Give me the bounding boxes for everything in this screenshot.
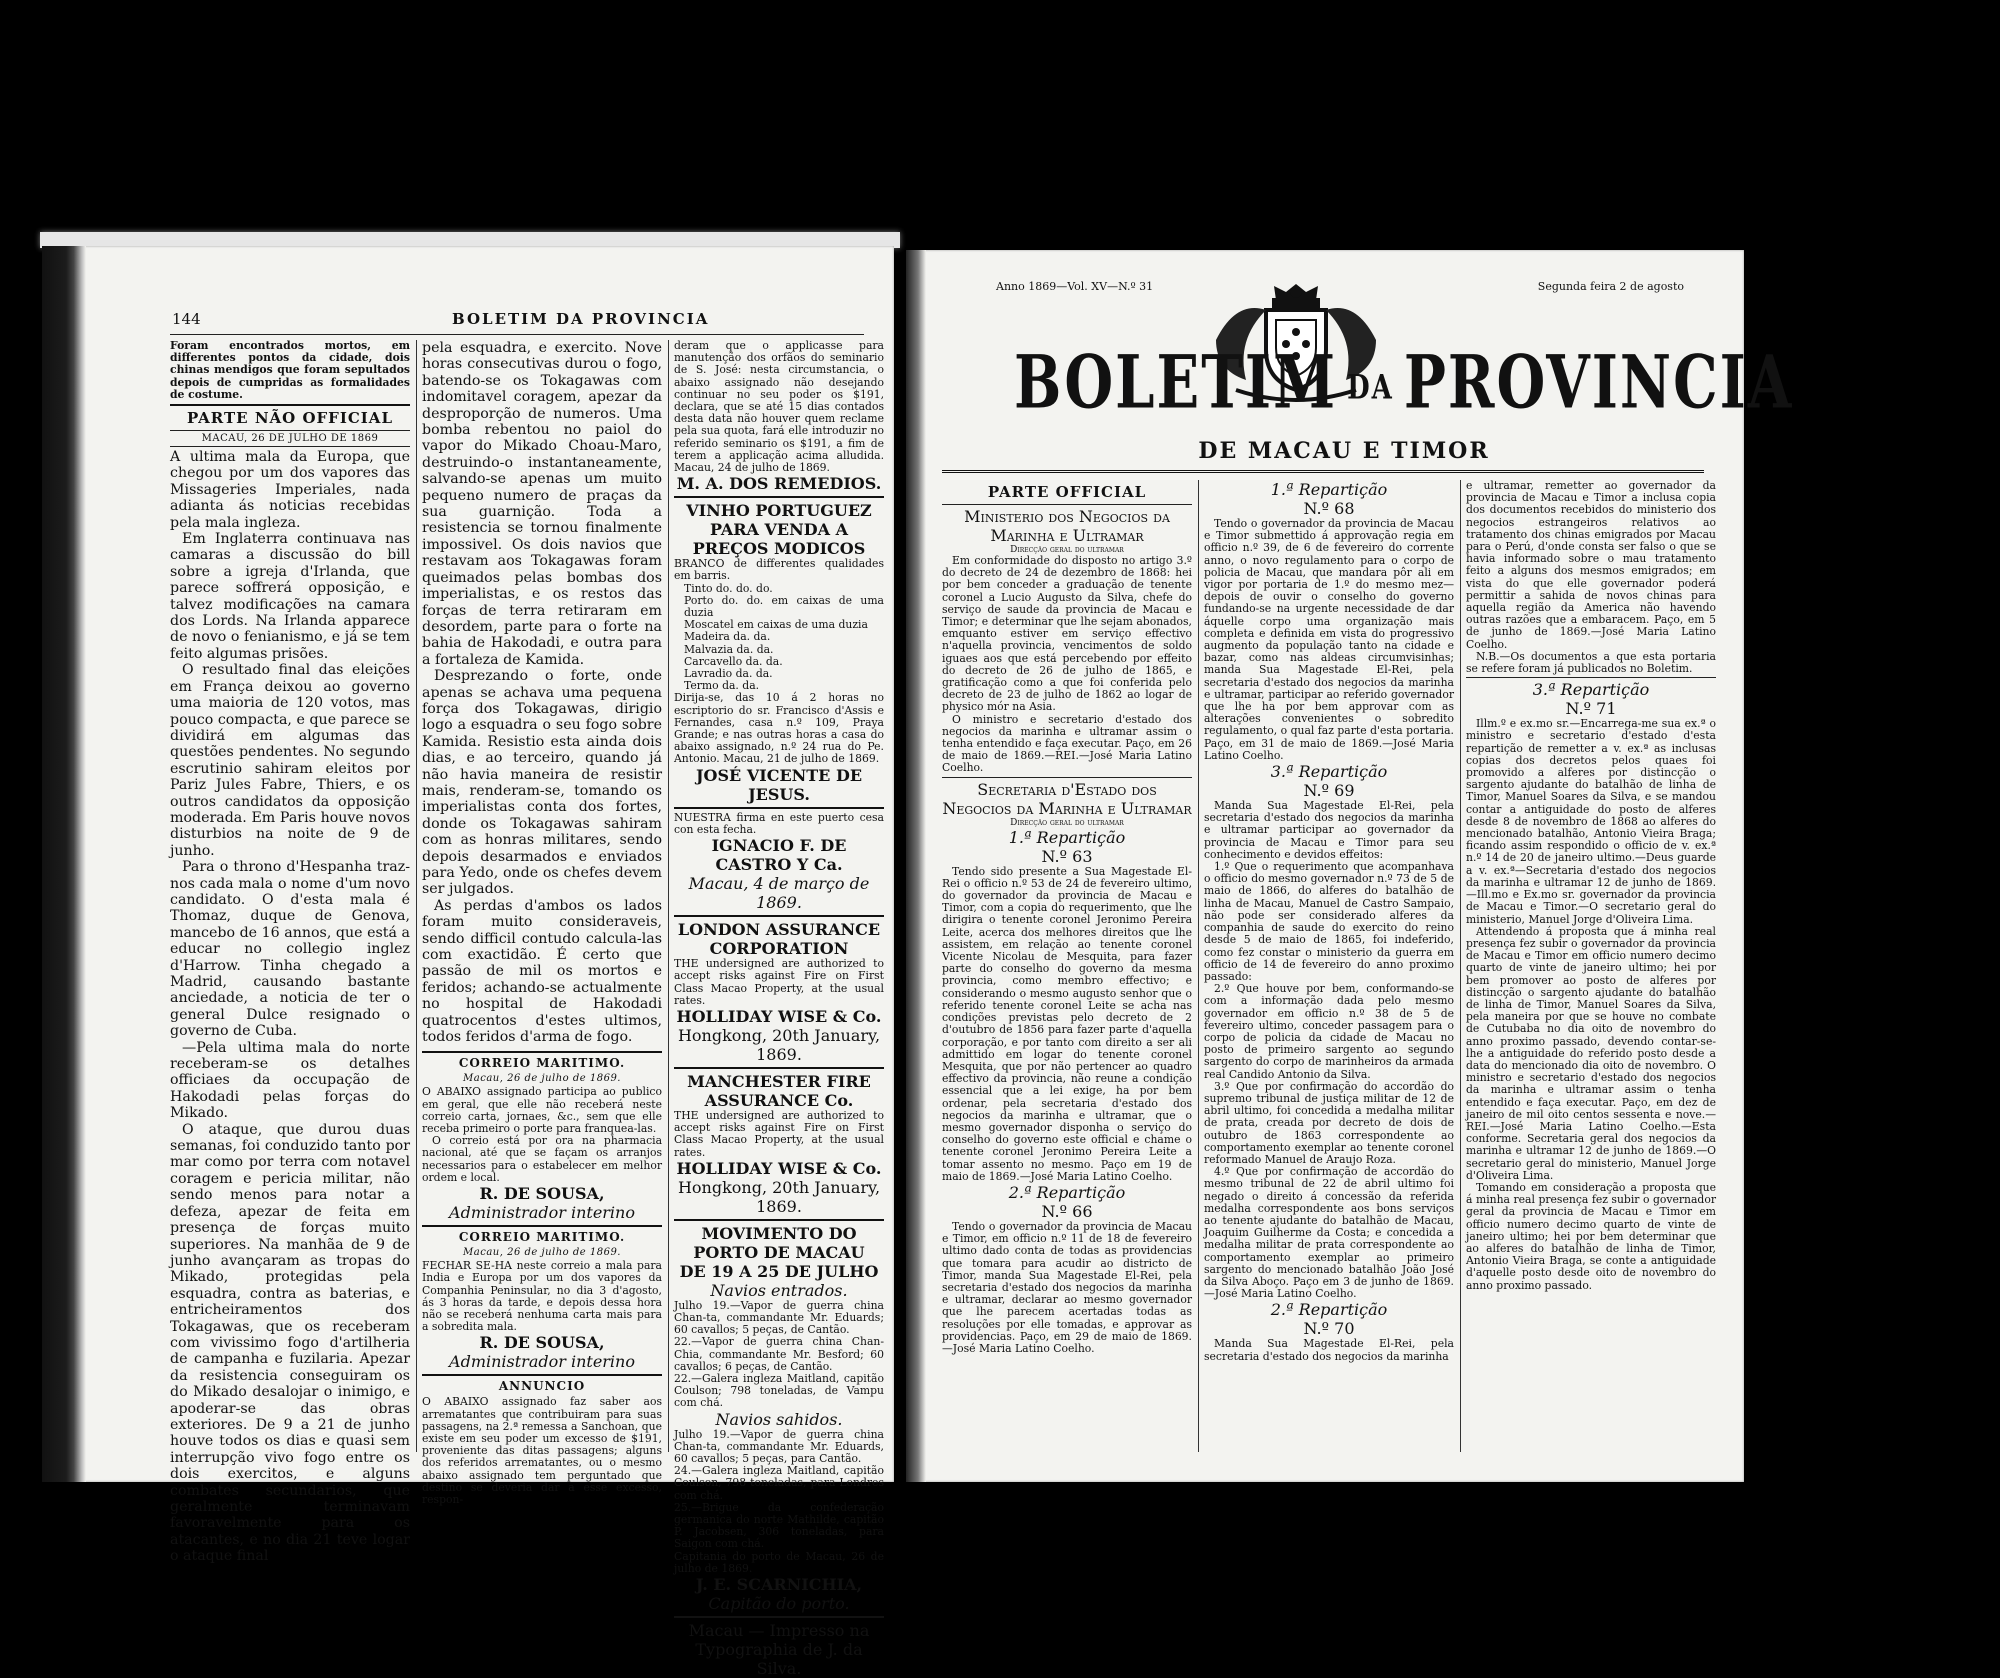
entrada-item: Julho 19.—Vapor de guerra china Chan-ta, commandante Mr. Eduards; 60 cavallos; 5 peças, de Cantão. bbox=[674, 1298, 884, 1337]
right-column-2 bbox=[1204, 480, 1454, 1462]
castro-date: Macau, 4 de março de 1869. bbox=[688, 874, 870, 913]
portaria-text: Tendo o governador da provincia de Macau e Timor, em officio n.º 11 de 18 de fevereiro ultimo dado conta de todas as providencias que tomara para acudir ao districto de Timor, manda Sua Magestade El-Rei, pela secretaria d'estado dos negocios da marinha e ultramar, declarar ao mesmo governador que lhe parecem acertadas todas as resoluções por elle tomadas, e approvar as providencias. Paço, em 29 de maio de 1869.—José Maria Latino Coelho. bbox=[942, 1219, 1192, 1355]
london-signature: HOLLIDAY WISE & Co. bbox=[676, 1006, 882, 1026]
portaria-item: 4.º Que por confirmação de accordão do mesmo tribunal de 22 de abril ultimo foi negado o direito á concessão da referida medalha correspondente aos bons serviços ao tenente ajudante do batalhão de Macau, Joaquim Guilherme da Costa; e concedida a medalha militar de prata correspondente ao comportamento exemplar ao primeiro sargento do mencionado batalhão João José da Silva Aboço. Paço em 3 de junho de 1869.—José Maria Latino Coelho. bbox=[1204, 1165, 1454, 1301]
decree-text: Attendendo á proposta que á minha real presença fez subir o governador da provincia de Macau e Timor em officio numero decimo quarto de vinte de janeiro ultimo; hei por bem promover ao posto de alferes por distincção o sargento ajudante do batalhão de linha de Timor, Manuel Soares da Silva, pela maneira por que se houve no combate de Cutubaba no dia oito de novembro do anno proximo passado, devendo contar-se-lhe a antiguidade do referido posto desde a data do mencionado dia oito de novembro. O ministro e secretario d'estado dos negocios da marinha e ultramar assim o tenha entendido e faça executar. Paço, em dez de janeiro de mil oito centos sessenta e nove.—REI.—José Maria Latino Coelho.—Esta conforme. Secretaria geral dos negocios da marinha e ultramar 12 de junho de 1869.—O secretario geral do ministerio, Manuel Jorge d'Oliveira Lima. bbox=[1466, 924, 1716, 1182]
decree-text: Em conformidade do disposto no artigo 3.º do decreto de 24 de dezembro de 1868: hei por bem conceder a graduação de tenente coronel a Lucio Augusto da Silva, chefe do serviço de saude da provincia de Macau e Timor; e determinar que lhe sejam abonados, emquanto estiver em serviço effectivo n'aquella provincia, vencimentos de soldo iguaes aos que está percebendo por effeito do decreto de 26 de julho de 1865, e gratificação como a que foi conferida pelo decreto de 23 de julho de 1862 ao logar de physico mór na Asia. bbox=[942, 554, 1192, 714]
header-rule bbox=[170, 334, 864, 335]
reparticao-heading: 3.ª Repartição bbox=[1532, 680, 1650, 700]
manchester-signature: HOLLIDAY WISE & Co. bbox=[676, 1158, 882, 1178]
portaria-number: N.º 70 bbox=[1303, 1319, 1355, 1339]
correio-signature: R. DE SOUSA, bbox=[479, 1333, 605, 1353]
column-divider bbox=[1198, 480, 1199, 1452]
masthead-rule bbox=[942, 470, 1704, 473]
vinho-intro: BRANCO de differentes qualidades em barris. bbox=[674, 557, 884, 583]
london-text: THE undersigned are authorized to accept risks against Fire on First Class Macao Property, at the usual rates. bbox=[674, 957, 884, 1007]
movimento-subtitle: DE 19 A 25 DE JULHO bbox=[679, 1261, 879, 1281]
vinho-item: Porto do. do. em caixas de uma duzia bbox=[684, 593, 884, 620]
article-paragraph: pela esquadra, e exercito. Nove horas consecutivas durou o fogo, batendo-se os Tokagawas com indomitavel coragem, apezar da desproporção de numeros. Uma bomba rebentou no paiol do vapor do Mikado Choau-Maro, destruindo-o instantaneamente, salvando-se apenas um muito pequeno numero de praças da sua guarnição. Toda a resistencia se tornou finalmente impossivel. Os dois navios que restavam aos Tokagawas foram queimados pelas bombas dos imperialistas, e os restos das forças de terra retiraram em desordem, parte para o forte na bahia de Hakodadi, e outra para a fortaleza de Kamida. bbox=[422, 340, 662, 668]
issue-line: Anno 1869—Vol. XV—N.º 31 bbox=[996, 280, 1154, 293]
seminario-text: deram que o applicasse para manutenção dos orfãos do seminario de S. José: nesta circumstancia, o abaixo assignado não desejando continuar no seu poder os $191, declara, que se até 15 dias contados desta data não houver quem reclame pela sua quota, fará elle introduzir no referido seminario os $191, a fim de terem a applicação acima alludida. Macau, 24 de julho de 1869. bbox=[674, 339, 884, 475]
article-paragraph: O resultado final das eleições em França deixou ao governo uma maioria de 120 votos, mas pouco compacta, e que parece se dividirá em algumas das questões pendentes. No segundo escrutinio sahiram eleitos por Pariz Jules Fabre, Thiers, e os outros candidatos da opposição moderada. Em Paris houve novos disturbios na noite de 9 de junho. bbox=[170, 662, 410, 859]
newspaper-subtitle: DE MACAU E TIMOR bbox=[1198, 438, 1490, 464]
vinho-item: Madeira da. da. bbox=[684, 630, 771, 644]
right-page bbox=[906, 250, 1794, 1482]
portaria-number: N.º 68 bbox=[1303, 499, 1355, 518]
portaria-number: N.º 63 bbox=[1041, 846, 1093, 866]
officio-text: Illm.º e ex.mo sr.—Encarrega-me sua ex.ª o ministro e secretario d'estado d'esta repartição de remetter a v. ex.ª as inclusas copias dos decretos pelos quaes foi promovido a alferes por distincção o sargento ajudante do batalhão de linha de Timor, Manuel Soares da Silva, e se mandou contar a antiguidade do posto de alferes desde 8 de novembro de 1868 ao alferes do mencionado batalhão, Antonio Vieira Braga; ficando assim respondido o officio de v. ex.ª n.º 14 de 20 de janeiro ultimo.—Deus guarde a v. ex.ª—Secretaria d'estado dos negocios da marinha e ultramar 12 de junho de 1869.—Ill.mo e Ex.mo sr. governador da provincia de Macau e Timor.—O secretario geral do ministerio, Manuel Jorge d'Oliveira Lima. bbox=[1466, 717, 1716, 926]
correio-text: O ABAIXO assignado participa ao publico em geral, que elle não receberá neste correio carta, jornaes, &c., sem que elle receba primeiro o porte para franquea-las. bbox=[422, 1085, 662, 1136]
right-page-spine-shadow bbox=[906, 250, 926, 1482]
vinho-item: Moscatel em caixas de uma duzia bbox=[684, 618, 868, 632]
left-page bbox=[42, 246, 894, 1678]
title-left: BOLETIM bbox=[1014, 340, 1338, 426]
dateline: MACAU, 26 DE JULHO DE 1869 bbox=[201, 433, 379, 445]
correio-role: Administrador interino bbox=[449, 1203, 635, 1223]
section-title-nao-official: PARTE NÃO OFFICIAL bbox=[186, 409, 393, 428]
title-right: PROVINCIA bbox=[1403, 340, 1794, 426]
castro-text: NUESTRA firma en este puerto cesa con esta fecha. bbox=[674, 810, 884, 836]
portaria-text: Tendo o governador da provincia de Macau e Timor submettido á approvação regia em officio n.º 39, de 6 de fevereiro do corrente anno, o novo regulamento para o corpo de policia de Macau, que mandara pôr ali em vigor por portaria de 1.º do mesmo mez—depois de ouvir o conselho do governo fundando-se na urgente necessidade de dar áquelle corpo uma organização mais completa e definida em vista do progressivo augmento da população tanto na cidade e bazar, como nas aldeas circumvisinhas; manda Sua Magestade El-Rei, pela secretaria d'estado dos negocios da marinha e ultramar, participar ao referido governador que lhe ha por bem approvar com as alterações convenientes o sobredito regulamento, o qual faz parte d'esta portaria. Paço, em 31 de maio de 1869.—José Maria Latino Coelho. bbox=[1204, 517, 1454, 762]
london-date: Hongkong, 20th January, 1869. bbox=[677, 1025, 881, 1064]
date-line: Segunda feira 2 de agosto bbox=[1537, 280, 1684, 293]
column-divider bbox=[416, 340, 417, 1452]
vinho-title: VINHO PORTUGUEZ PARA VENDA A PREÇOS MODICOS bbox=[686, 501, 872, 559]
vinho-item: Lavradio da. da. bbox=[684, 667, 773, 681]
correio-role: Administrador interino bbox=[449, 1352, 635, 1372]
article-paragraph: O ataque, que durou duas semanas, foi conduzido tanto por mar como por terra com notavel coragem e pericia militar, não sendo menos para notar a defeza, apezar de feita em presença de forças muito superiores. Na manhãa de 9 de junho avançaram as tropas do Mikado, protegidas pela esquadra, contra as baterias, e entricheiramentos dos Tokagawas, que os receberam com vivissimo fogo d'artilheria de campanha e fuzilaria. Apezar da resistencia conseguiram os do Mikado desalojar o inimigo, e apoderar-se das obras exteriores. De 9 a 21 de junho houve todos os dias e quasi sem interrupção vivo fogo entre os dois exercitos, e alguns combates secundarios, que geralmente terminavam favoravelmente para os atacantes, e no dia 21 teve logar o ataque final bbox=[170, 1121, 410, 1565]
direction-heading: Direcção geral do ultramar bbox=[1010, 817, 1124, 828]
capitania-signature: J. E. SCARNICHIA, bbox=[695, 1574, 863, 1594]
capitania-role: Capitão do porto. bbox=[708, 1593, 850, 1613]
reparticao-heading: 2.ª Repartição bbox=[1008, 1182, 1126, 1202]
vinho-item: Tinto do. do. do. bbox=[684, 581, 773, 595]
article-paragraph: —Pela ultima mala do norte receberam-se os detalhes officiaes da occupação de Hakodadi pelas forças do Mikado. bbox=[170, 1039, 410, 1122]
portaria-text: Tendo sido presente a Sua Magestade El-Rei o officio n.º 53 de 24 de fevereiro ultimo, do governador da provincia de Macau e Timor, com a copia do requerimento, que lhe dirigira o tenente coronel Jeronimo Pereira Leite, acerca dos melhores direitos que lhe assistem, em relação ao tenente coronel Vicente Nicolau de Mesquita, para fazer parte do conselho do governo da mesma provincia, como membro effectivo; e considerando o mesmo augusto senhor que o referido tenente coronel Leite se acha nas condições previstas pelo decreto de 2 d'outubro de 1856 para fazer parte d'aquella corporação, e por tanto com direito a ser ali admittido em logar do tenente coronel Mesquita, que por não pertencer ao quadro effectivo da provincia, não reune a condição essencial que a lei exige, ha por bem ordenar, pela secretaria d'estado dos negocios da marinha e ultramar, que o mesmo governador disponha o serviço do conselho do governo este official e chame o tenente coronel Jeronimo Pereira Leite a tomar assento no mesmo. Paço em 19 de maio de 1869.—José Maria Latino Coelho. bbox=[942, 864, 1192, 1183]
left-column-1 bbox=[170, 339, 410, 1565]
newspaper-title bbox=[1014, 340, 1794, 426]
column-divider bbox=[1460, 480, 1461, 1452]
capitania-text: Capitania do porto de Macau, 26 de julho de 1869. bbox=[674, 1549, 884, 1575]
article-paragraph: Em Inglaterra continuava nas camaras a discussão do bill sobre a igreja d'Irlanda, que parece soffrerá opposição, e talvez modificações na camara dos Lords. Na Irlanda apparece de novo o fenianismo, e já se tem feito algumas prisões. bbox=[170, 531, 410, 662]
left-column-2 bbox=[422, 340, 662, 1506]
manchester-text: THE undersigned are authorized to accept risks against Fire on First Class Macao Property, at the usual rates. bbox=[674, 1108, 884, 1159]
correio-text: FECHAR SE-HA neste correio a mala para India e Europa por um dos vapores da Companhia Peninsular, no dia 3 d'agosto, ás 3 horas da tarde, e depois dessa hora não se receberá nenhuma carta mais para a sobredita mala. bbox=[422, 1259, 662, 1334]
entrada-item: 22.—Galera ingleza Maitland, capitão Coulson; 798 toneladas, de Vampu com chá. bbox=[674, 1371, 884, 1410]
portaria-number: N.º 71 bbox=[1565, 699, 1617, 719]
left-page-spine-shadow bbox=[42, 246, 86, 1482]
portaria-text: Manda Sua Magestade El-Rei, pela secretaria d'estado dos negocios da marinha bbox=[1204, 1337, 1454, 1363]
notice-top: Foram encontrados mortos, em differentes pontos da cidade, dois chinas mendigos que foram sepultados depois de cumpridas as formalidades de costume. bbox=[170, 339, 410, 401]
portaria-number: N.º 69 bbox=[1303, 781, 1355, 801]
portaria-item: 3.º Que por confirmação do accordão do supremo tribunal de justiça militar de 12 de abril ultimo, foi concedida a medalha militar de prata, creada por decreto de dois de outubro de 1863 correspondente ao comportamento exemplar ao tenente coronel reformado Manuel de Araujo Roza. bbox=[1204, 1079, 1454, 1166]
vinho-signature: JOSÉ VICENTE DE JESUS. bbox=[695, 765, 863, 804]
secretaria-heading: Secretaria d'Estado dos Negocios da Marinha e Ultramar bbox=[942, 779, 1192, 818]
portaria-item: 2.º Que houve por bem, conformando-se com a informação dada pelo mesmo governador em officio n.º 38 de 5 de fevereiro ultimo, conceder passagem para o corpo de policia da cidade de Macau no posto de primeiro sargento ao segundo sargento do corpo de marinheiros da armada real Candido Antonio da Silva. bbox=[1204, 982, 1454, 1081]
column-divider bbox=[668, 340, 669, 1452]
article-paragraph: As perdas d'ambos os lados foram muito consideraveis, sendo difficil contudo calcula-las com exactidão. É certo que passão de mil os mortos e feridos; achando-se actualmente no hospital de Hakodadi quatrocentos d'estes ultimos, todos feridos d'arma de fogo. bbox=[422, 897, 662, 1046]
sahida-item: 24.—Galera ingleza Maitland, capitão Coulson, 798 toneladas, para Londres com chá. bbox=[674, 1464, 884, 1502]
portaria-item: 1.º Que o requerimento que acompanhava o officio do mesmo governador n.º 73 de 5 de maio de 1866, do alferes do batalhão de linha de Macau, Manuel de Castro Sampaio, não pode ser considerado alferes da companhia de saude do exercito do reino desde 5 de maio de 1865, foi indeferido, como fez constar o ministerio da guerra em officio de 14 de fevereiro do anno proximo passado: bbox=[1204, 860, 1454, 983]
manchester-title: MANCHESTER FIRE ASSURANCE Co. bbox=[687, 1071, 871, 1110]
nota-bene: N.B.—Os documentos a que esta portaria se refere foram já publicados no Boletim. bbox=[1466, 649, 1716, 676]
correio-title: CORREIO MARITIMO. bbox=[458, 1230, 626, 1245]
castro-name: IGNACIO F. DE CASTRO Y Ca. bbox=[711, 836, 847, 875]
running-title: BOLETIM DA PROVINCIA bbox=[452, 310, 710, 328]
correio-title: CORREIO MARITIMO. bbox=[458, 1056, 626, 1071]
article-paragraph: A ultima mala da Europa, que chegou por um dos vapores das Missageries Imperiales, nada adianta ás noticias recebidas pela mala ingleza. bbox=[170, 449, 410, 531]
entradas-title: Navios entrados. bbox=[710, 1280, 848, 1300]
running-head bbox=[172, 310, 854, 332]
decree-text: Tomando em consideração a proposta que á minha real presença fez subir o governador geral da provincia de Macau e Timor em officio numero decimo quarto de vinte de janeiro ultimo; hei por bem determinar que ao alferes do batalhão de linha de Timor, Antonio Vieira Braga, se conte a antiguidade d'aquelle posto desde oito de novembro do anno proximo passado. bbox=[1466, 1180, 1716, 1292]
title-da: DA bbox=[1347, 369, 1394, 409]
sahida-item: 25.—Brigue da confederação germanica do norte Mathilde, capitão P. Jacobsen, 306 toneladas, para Saigon com chá. bbox=[674, 1500, 884, 1551]
london-title: LONDON ASSURANCE CORPORATION bbox=[677, 920, 881, 959]
ministry-heading: Ministerio dos Negocios da Marinha e Ultramar bbox=[964, 507, 1170, 545]
article-paragraph: Para o throno d'Hespanha traz-nos cada mala o nome d'um novo candidato. O d'esta mala é Thomaz, duque de Genova, mancebo de 16 annos, que está a educar no collegio inglez d'Harrow. Tinha chegado a Madrid, causando bastante anciedade, a noticia de ter o general Dulce resignado o governo de Cuba. bbox=[170, 859, 410, 1040]
sahidas-title: Navios sahidos. bbox=[715, 1409, 843, 1429]
correio-date: Macau, 26 de julho de 1869. bbox=[463, 1247, 621, 1259]
left-column-3 bbox=[674, 339, 884, 1678]
decree-text: O ministro e secretario d'estado dos negocios da marinha e ultramar assim o tenha entendido e faça executar. Paço, em 26 de maio de 1869.—REI.—José Maria Latino Coelho. bbox=[942, 712, 1192, 775]
portaria-number: N.º 66 bbox=[1041, 1201, 1093, 1221]
vinho-item: Carcavello da. da. bbox=[684, 654, 783, 668]
correio-signature: R. DE SOUSA, bbox=[479, 1184, 605, 1204]
correio-date: Macau, 26 de julho de 1869. bbox=[463, 1073, 621, 1085]
annuncio-title: ANNUNCIO bbox=[498, 1379, 586, 1394]
vinho-text: Dirija-se, das 10 á 2 horas no escriptorio do sr. Francisco d'Assis e Fernandes, casa n.º 109, Praya Grande; e nas outras horas a casa do abaixo assignado, n.º 24 rua do Pe. Antonio. Macau, 21 de julho de 1869. bbox=[674, 691, 884, 766]
manchester-date: Hongkong, 20th January, 1869. bbox=[677, 1177, 881, 1216]
movimento-title: MOVIMENTO DO PORTO DE MACAU bbox=[693, 1223, 865, 1262]
article-paragraph: Desprezando o forte, onde apenas se achava uma pequena força dos Tokagawas, dirigio logo a esquadra o seu fogo sobre Kamida. Resistio esta ainda dois dias, e ao terceiro, quando já não havia maneira de resistir mais, renderam-se, tomando os imperialistas conta dos fortes, donde os Tokagawas sahiram com as honras militares, sendo depois desarmados e enviados para Yedo, onde os chefes devem ser julgados. bbox=[422, 668, 662, 898]
right-column-3 bbox=[1466, 480, 1716, 1462]
reparticao-heading: 3.ª Repartição bbox=[1270, 762, 1388, 782]
entrada-item: 22.—Vapor de guerra china Chan-Chia, commandante Mr. Besford; 60 cavallos; 6 peças, de Cantão. bbox=[674, 1335, 884, 1373]
direction-heading: Direcção geral do ultramar bbox=[1010, 545, 1124, 555]
annuncio-text: O ABAIXO assignado faz saber aos arrematantes que contribuiram para suas passagens, na 2.ª remessa a Sanchoan, que existe em seu poder um excesso de $191, proveniente das ditas passagens; alguns dos referidos arrematantes, ou o mesmo abaixo assignado tem perguntado que destino se deveria dar a esse excesso, respon- bbox=[422, 1395, 662, 1506]
reparticao-heading: 1.ª Repartição bbox=[1270, 480, 1388, 499]
imprint: Macau — Impresso na Typographia de J. da Silva. bbox=[688, 1620, 870, 1678]
portaria-text: Manda Sua Magestade El-Rei, pela secretaria d'estado dos negocios da marinha e ultramar participar ao governador da provincia de Macau e Timor para seu conhecimento e devidos effeitos: bbox=[1204, 799, 1454, 861]
right-column-1 bbox=[942, 480, 1192, 1462]
reparticao-heading: 1.ª Repartição bbox=[1008, 827, 1126, 847]
seminario-signature: M. A. DOS REMEDIOS. bbox=[676, 474, 882, 494]
vinho-item: Malvazia da. da. bbox=[684, 642, 774, 656]
reparticao-heading: 2.ª Repartição bbox=[1270, 1300, 1388, 1320]
page-number: 144 bbox=[172, 310, 201, 328]
portaria-text: e ultramar, remetter ao governador da provincia de Macau e Timor a inclusa copia dos documentos recebidos do ministerio dos negocios estrangeiros relativos ao tratamento dos chinas emigrados por Macau para o Perú, d'onde consta ser falso o que se havia informado sobre o mau tratamento feito a alguns dos mesmos emigrados; em vista do que elle governador poderá permittir a sahida de novos chinas para aquella região da America não havendo outras razões que a embaracem. Paço, em 5 de junho de 1869.—José Maria Latino Coelho. bbox=[1466, 479, 1716, 651]
sahida-item: Julho 19.—Vapor de guerra china Chan-ta, commandante Mr. Eduards, 60 cavallos; 5 peças, para Cantão. bbox=[674, 1427, 884, 1465]
vinho-item: Termo da. da. bbox=[684, 679, 760, 693]
correio-text: O correio está por ora na pharmacia nacional, até que se façam os arranjos necessarios para o estabelecer em melhor ordem e local. bbox=[422, 1134, 662, 1184]
section-title-official: PARTE OFFICIAL bbox=[987, 483, 1147, 501]
